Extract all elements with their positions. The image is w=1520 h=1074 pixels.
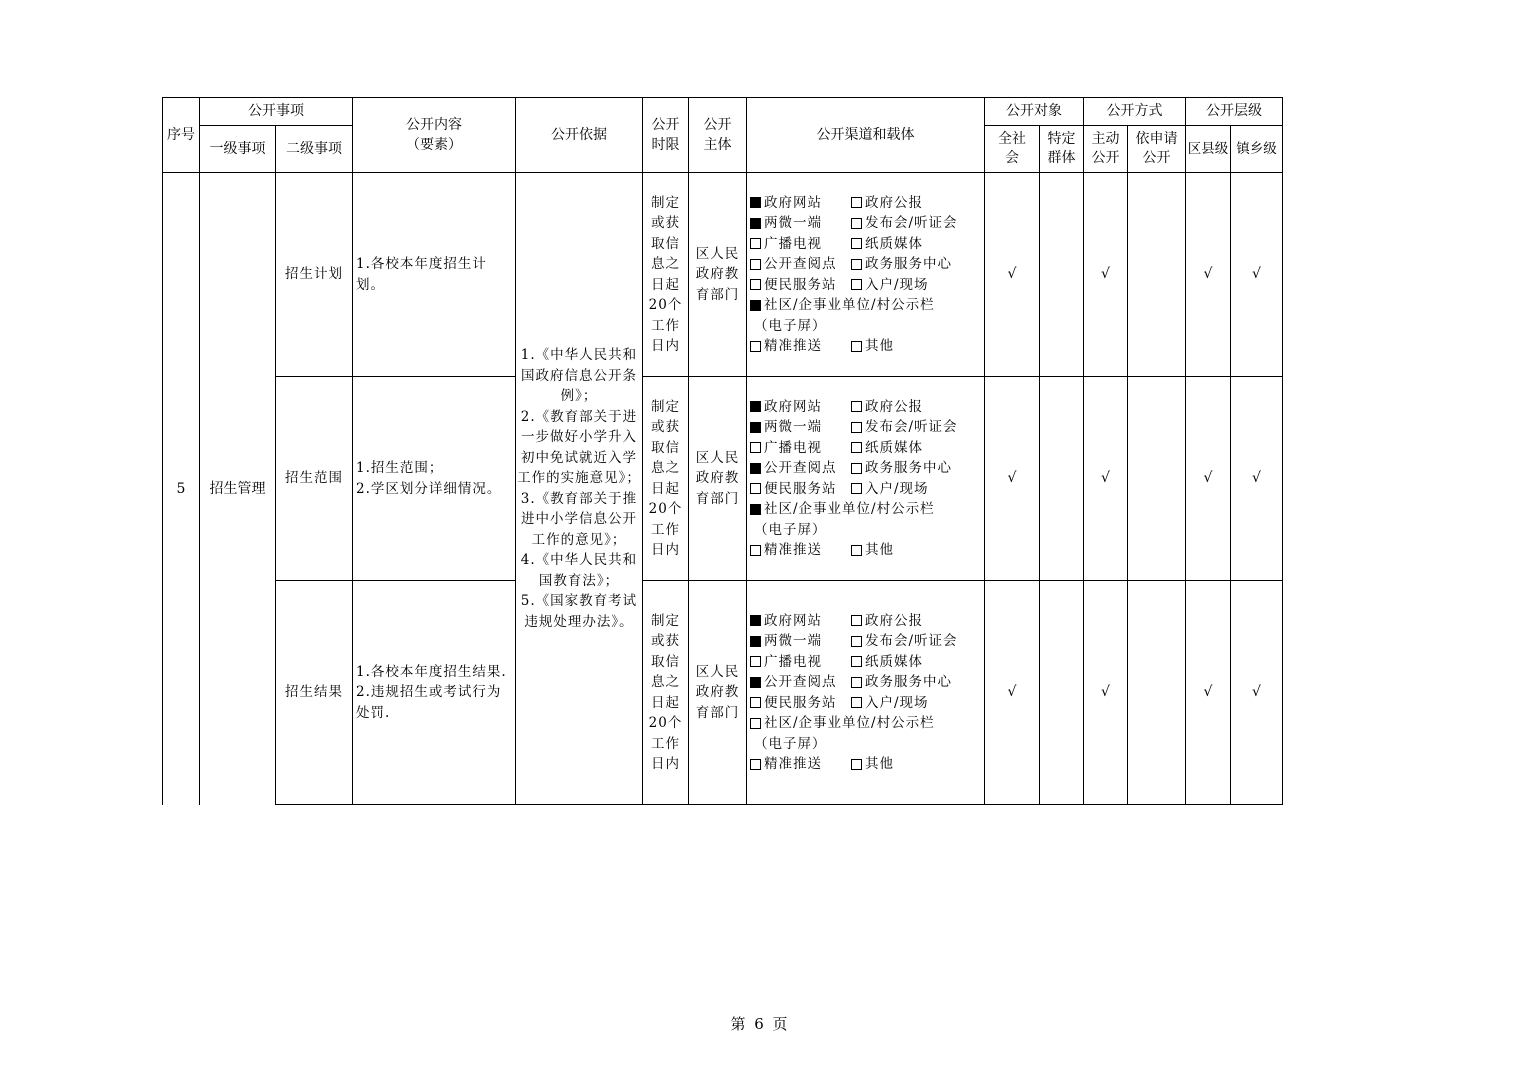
channel-row xyxy=(750,438,984,459)
channel-option xyxy=(750,234,851,255)
channel-option xyxy=(750,275,851,296)
unchecked-box-icon xyxy=(851,401,862,412)
channel-label: 社区/企事业单位/村公示栏 xyxy=(764,501,935,517)
checked-box-icon xyxy=(750,463,761,474)
unchecked-box-icon xyxy=(750,697,761,708)
channel-option xyxy=(851,438,923,459)
unchecked-box-icon xyxy=(750,238,761,249)
channel-label: 精准推送 xyxy=(764,756,822,772)
channel-label: 入户/现场 xyxy=(865,694,929,711)
channel-label: 纸质媒体 xyxy=(865,439,923,456)
row-level1: 招生管理 xyxy=(200,173,276,805)
channel-label: 其他 xyxy=(865,756,894,772)
unchecked-box-icon xyxy=(750,341,761,352)
item-method-active: √ xyxy=(1084,377,1128,581)
channel-row xyxy=(750,193,984,214)
item-audience-all: √ xyxy=(985,377,1040,581)
item-subject: 区人民 政府教 育部门 xyxy=(689,173,747,377)
checked-box-icon xyxy=(750,218,761,229)
item-channels xyxy=(747,173,985,377)
channel-label: 纸质媒体 xyxy=(865,235,923,252)
unchecked-box-icon xyxy=(851,697,862,708)
channel-label: 政府网站 xyxy=(764,398,822,415)
disclosure-table xyxy=(162,97,1283,805)
unchecked-box-icon xyxy=(750,656,761,667)
channel-option xyxy=(851,479,929,500)
channel-label: 两微一端 xyxy=(764,633,822,649)
unchecked-box-icon xyxy=(851,615,862,626)
item-audience-specific xyxy=(1040,173,1084,377)
channel-row xyxy=(750,336,984,357)
channel-label: 政府公报 xyxy=(865,398,923,415)
channel-option xyxy=(750,631,851,652)
header-method-active: 主动 公开 xyxy=(1084,126,1128,173)
item-channels xyxy=(747,581,985,805)
item-level-town: √ xyxy=(1231,377,1283,581)
unchecked-box-icon xyxy=(750,545,761,556)
channel-label: 政府网站 xyxy=(764,612,822,629)
checked-box-icon xyxy=(750,504,761,515)
item-method-active: √ xyxy=(1084,581,1128,805)
channel-option xyxy=(750,713,935,734)
item-level-district: √ xyxy=(1186,581,1231,805)
channel-row xyxy=(750,234,984,255)
item-audience-specific xyxy=(1040,581,1084,805)
header-audience-all: 全社 会 xyxy=(985,126,1040,173)
item-audience-specific xyxy=(1040,377,1084,581)
unchecked-box-icon xyxy=(851,463,862,474)
channel-label: 公开查阅点 xyxy=(764,460,837,476)
checked-box-icon xyxy=(750,636,761,647)
unchecked-box-icon xyxy=(851,636,862,647)
channel-label: 其他 xyxy=(865,338,894,354)
page-number: 第 6 页 xyxy=(730,1015,790,1033)
item-method-request xyxy=(1128,581,1186,805)
header-content: 公开内容 （要素） xyxy=(353,98,516,173)
item-level2: 招生范围 xyxy=(276,377,353,581)
header-method: 公开方式 xyxy=(1084,98,1186,126)
channel-option xyxy=(851,275,929,296)
item-content: 1.各校本年度招生计划。 xyxy=(353,173,516,377)
unchecked-box-icon xyxy=(851,238,862,249)
unchecked-box-icon xyxy=(851,279,862,290)
channel-screen-note: （电子屏） xyxy=(754,521,827,538)
header-basis: 公开依据 xyxy=(516,98,643,173)
unchecked-box-icon xyxy=(851,759,862,770)
channel-label: 政务服务中心 xyxy=(865,460,952,476)
item-subject: 区人民 政府教 育部门 xyxy=(689,377,747,581)
item-method-request xyxy=(1128,173,1186,377)
item-level2: 招生计划 xyxy=(276,173,353,377)
channel-row xyxy=(750,458,984,479)
channel-label: 政府公报 xyxy=(865,194,923,211)
channel-option xyxy=(851,234,923,255)
channel-row xyxy=(750,672,984,693)
channel-option xyxy=(851,254,952,275)
header-channels: 公开渠道和载体 xyxy=(747,98,985,173)
channel-option xyxy=(851,417,958,438)
channel-label: 其他 xyxy=(865,542,894,558)
unchecked-box-icon xyxy=(851,259,862,270)
unchecked-box-icon xyxy=(750,483,761,494)
unchecked-box-icon xyxy=(750,279,761,290)
channel-option xyxy=(851,611,923,632)
item-audience-all: √ xyxy=(985,173,1040,377)
channel-row xyxy=(750,417,984,438)
channel-row xyxy=(750,540,984,561)
channel-option xyxy=(851,693,929,714)
channel-row xyxy=(750,213,984,234)
channel-option xyxy=(750,438,851,459)
unchecked-box-icon xyxy=(750,259,761,270)
item-method-request xyxy=(1128,377,1186,581)
channel-option xyxy=(750,479,851,500)
channel-screen-note: （电子屏） xyxy=(754,735,827,752)
unchecked-box-icon xyxy=(851,422,862,433)
channel-label: 广播电视 xyxy=(764,439,822,456)
channel-label: 发布会/听证会 xyxy=(865,215,958,231)
channel-option xyxy=(750,540,851,561)
channel-label: 两微一端 xyxy=(764,419,822,435)
unchecked-box-icon xyxy=(851,341,862,352)
header-seq: 序号 xyxy=(163,98,200,173)
channel-label: 政务服务中心 xyxy=(865,256,952,272)
unchecked-box-icon xyxy=(851,545,862,556)
item-level-district: √ xyxy=(1186,173,1231,377)
channel-label: 纸质媒体 xyxy=(865,653,923,670)
channel-label: 便民服务站 xyxy=(764,694,837,711)
channel-row xyxy=(750,713,984,734)
channel-row xyxy=(750,499,984,520)
channel-option xyxy=(851,193,923,214)
unchecked-box-icon xyxy=(851,442,862,453)
channel-option xyxy=(750,672,851,693)
checked-box-icon xyxy=(750,401,761,412)
header-level: 公开层级 xyxy=(1186,98,1283,126)
channel-label: 入户/现场 xyxy=(865,480,929,497)
item-channels xyxy=(747,377,985,581)
channel-label: 政府网站 xyxy=(764,194,822,211)
channel-option xyxy=(750,499,935,520)
channel-label: 便民服务站 xyxy=(764,480,837,497)
item-level-district: √ xyxy=(1186,377,1231,581)
checked-box-icon xyxy=(750,615,761,626)
channel-label: 公开查阅点 xyxy=(764,674,837,690)
header-level-district: 区县级 xyxy=(1186,126,1231,173)
channel-option xyxy=(851,540,894,561)
header-audience-specific: 特定 群体 xyxy=(1040,126,1084,173)
channel-option xyxy=(851,458,952,479)
channel-option xyxy=(750,652,851,673)
channel-option xyxy=(851,397,923,418)
header-audience: 公开对象 xyxy=(985,98,1084,126)
unchecked-box-icon xyxy=(750,718,761,729)
checked-box-icon xyxy=(750,300,761,311)
item-level-town: √ xyxy=(1231,173,1283,377)
row-basis: 1.《中华人民共和国政府信息公开条例》； 2.《教育部关于进一步做好小学升入初中免试就近入学工作的实施意见》； 3.《教育部关于推进中小学信息公开工作的意见》； 4.《中华人民共和国教育法》； 5.《国家教育考试违规处理办法》。 xyxy=(516,173,643,805)
item-method-active: √ xyxy=(1084,173,1128,377)
channel-label: 社区/企事业单位/村公示栏 xyxy=(764,715,935,731)
item-content: 1.各校本年度招生结果. 2.违规招生或考试行为处罚. xyxy=(353,581,516,805)
channel-label: 社区/企事业单位/村公示栏 xyxy=(764,297,935,313)
channel-label: 入户/现场 xyxy=(865,276,929,293)
unchecked-box-icon xyxy=(750,759,761,770)
channel-option xyxy=(851,652,923,673)
header-level1: 一级事项 xyxy=(200,126,276,173)
channel-option xyxy=(851,213,958,234)
unchecked-box-icon xyxy=(851,656,862,667)
channel-label: 政务服务中心 xyxy=(865,674,952,690)
header-subject: 公开 主体 xyxy=(689,98,747,173)
channel-label: 公开查阅点 xyxy=(764,256,837,272)
item-content: 1.招生范围； 2.学区划分详细情况。 xyxy=(353,377,516,581)
channel-label: 广播电视 xyxy=(764,235,822,252)
unchecked-box-icon xyxy=(750,442,761,453)
checked-box-icon xyxy=(750,677,761,688)
channel-screen-note: （电子屏） xyxy=(754,317,827,334)
channel-option xyxy=(750,193,851,214)
channel-option xyxy=(750,213,851,234)
channel-option xyxy=(750,611,851,632)
checked-box-icon xyxy=(750,422,761,433)
channel-option xyxy=(750,295,935,316)
unchecked-box-icon xyxy=(851,218,862,229)
channel-option xyxy=(750,458,851,479)
item-time-limit: 制定 或获 取信 息之 日起 20个 工作 日内 xyxy=(643,173,689,377)
channel-option xyxy=(750,397,851,418)
item-subject: 区人民 政府教 育部门 xyxy=(689,581,747,805)
channel-label: 发布会/听证会 xyxy=(865,419,958,435)
item-level2: 招生结果 xyxy=(276,581,353,805)
channel-row xyxy=(750,275,984,296)
channel-label: 精准推送 xyxy=(764,338,822,354)
channel-option xyxy=(750,254,851,275)
channel-row xyxy=(750,479,984,500)
checked-box-icon xyxy=(750,197,761,208)
channel-option xyxy=(851,672,952,693)
item-time-limit: 制定 或获 取信 息之 日起 20个 工作 日内 xyxy=(643,377,689,581)
channel-row xyxy=(750,652,984,673)
channel-option xyxy=(750,336,851,357)
channel-label: 便民服务站 xyxy=(764,276,837,293)
unchecked-box-icon xyxy=(851,483,862,494)
row-seq: 5 xyxy=(163,173,200,805)
header-time-limit: 公开 时限 xyxy=(643,98,689,173)
unchecked-box-icon xyxy=(851,197,862,208)
item-time-limit: 制定 或获 取信 息之 日起 20个 工作 日内 xyxy=(643,581,689,805)
item-audience-all: √ xyxy=(985,581,1040,805)
header-level-town: 镇乡级 xyxy=(1231,126,1283,173)
header-method-request: 依申请 公开 xyxy=(1128,126,1186,173)
channel-row xyxy=(750,611,984,632)
channel-row xyxy=(750,295,984,316)
header-level2: 二级事项 xyxy=(276,126,353,173)
channel-option xyxy=(750,417,851,438)
channel-label: 广播电视 xyxy=(764,653,822,670)
channel-option xyxy=(851,336,894,357)
channel-row xyxy=(750,397,984,418)
channel-option xyxy=(750,693,851,714)
channel-label: 发布会/听证会 xyxy=(865,633,958,649)
item-level-town: √ xyxy=(1231,581,1283,805)
channel-label: 精准推送 xyxy=(764,542,822,558)
unchecked-box-icon xyxy=(851,677,862,688)
channel-option xyxy=(851,754,894,775)
channel-row xyxy=(750,754,984,775)
channel-row xyxy=(750,254,984,275)
channel-option xyxy=(750,754,851,775)
channel-row xyxy=(750,631,984,652)
channel-label: 两微一端 xyxy=(764,215,822,231)
header-items: 公开事项 xyxy=(200,98,353,126)
channel-option xyxy=(851,631,958,652)
channel-label: 政府公报 xyxy=(865,612,923,629)
channel-row xyxy=(750,693,984,714)
